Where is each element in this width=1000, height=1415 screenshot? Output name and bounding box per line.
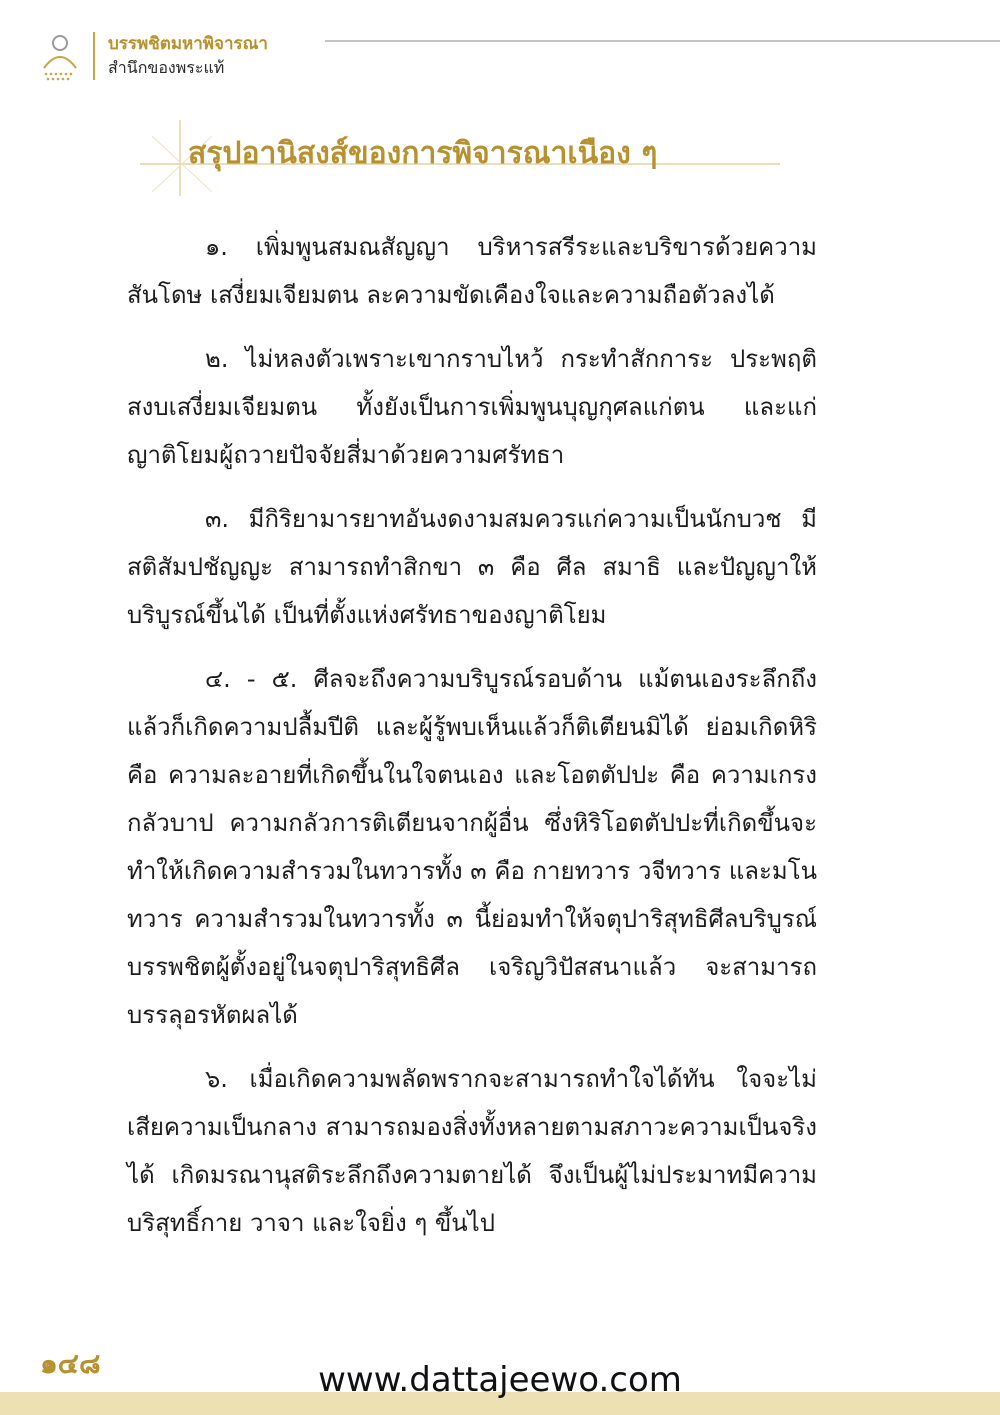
website-watermark: www.dattajeewo.com: [318, 1360, 682, 1400]
paragraph-2: ๒. ไม่หลงตัวเพราะเขากราบไหว้ กระทำสักการะ ประพฤติสงบเสงี่ยมเจียมตน ทั้งยังเป็นการเพิ่มพูนบุญกุศลแก่ตน และแก่ญาติโยมผู้ถวายปัจจัยสี่มาด้วยความศรัทธา: [127, 345, 817, 469]
page-title: สรุปอานิสงส์ของการพิจารณาเนือง ๆ: [188, 136, 658, 171]
page-number: ๑๔๘: [40, 1347, 101, 1380]
book-title: บรรพชิตมหาพิจารณา: [108, 34, 268, 54]
header-rule: [325, 40, 1000, 42]
book-subtitle: สำนึกของพระแท้: [108, 58, 225, 77]
paragraph-6: ๖. เมื่อเกิดความพลัดพรากจะสามารถทำใจได้ทัน ใจจะไม่เสียความเป็นกลาง สามารถมองสิ่งทั้งหลายตามสภาวะความเป็นจริงได้ เกิดมรณานุสติระลึกถึงความตายได้ จึงเป็นผู้ไม่ประมาทมีความบริสุทธิ์กาย วาจา และใจยิ่ง ๆ ขึ้นไป: [127, 1065, 817, 1237]
body-text: [127, 223, 817, 1263]
paragraph-4-5: ๔. - ๕. ศีลจะถึงความบริบูรณ์รอบด้าน แม้ตนเองระลึกถึงแล้วก็เกิดความปลื้มปีติ และผู้รู้พบเห็นแล้วก็ติเตียนมิได้ ย่อมเกิดหิริ คือ ความละอายที่เกิดขึ้นในใจตนเอง และโอตตัปปะ คือ ความเกรงกลัวบาป ความกลัวการติเตียนจากผู้อื่น ซึ่งหิริโอตตัปปะที่เกิดขึ้นจะทำให้เกิดความสำรวมในทวารทั้ง ๓ คือ กายทวาร วจีทวาร และมโนทวาร ความสำรวมในทวารทั้ง ๓ นี้ย่อมทำให้จตุปาริสุทธิศีลบริบูรณ์ บรรพชิตผู้ตั้งอยู่ในจตุปาริสุทธิศีล เจริญวิปัสสนาแล้ว จะสามารถบรรลุอรหัตผลได้: [127, 665, 817, 1029]
page-header: [0, 0, 1000, 90]
paragraph-1: ๑. เพิ่มพูนสมณสัญญา บริหารสรีระและบริขารด้วยความสันโดษ เสงี่ยมเจียมตน ละความขัดเคืองใจและความถือตัวลงได้: [127, 233, 817, 309]
paragraph-3: ๓. มีกิริยามารยาทอันงดงามสมควรแก่ความเป็นนักบวช มีสติสัมปชัญญะ สามารถทำสิกขา ๓ คือ ศีล สมาธิ และปัญญาให้บริบูรณ์ขึ้นได้ เป็นที่ตั้งแห่งศรัทธาของญาติโยม: [127, 505, 817, 629]
header-divider: [93, 32, 95, 80]
monk-logo-icon: [40, 32, 80, 82]
